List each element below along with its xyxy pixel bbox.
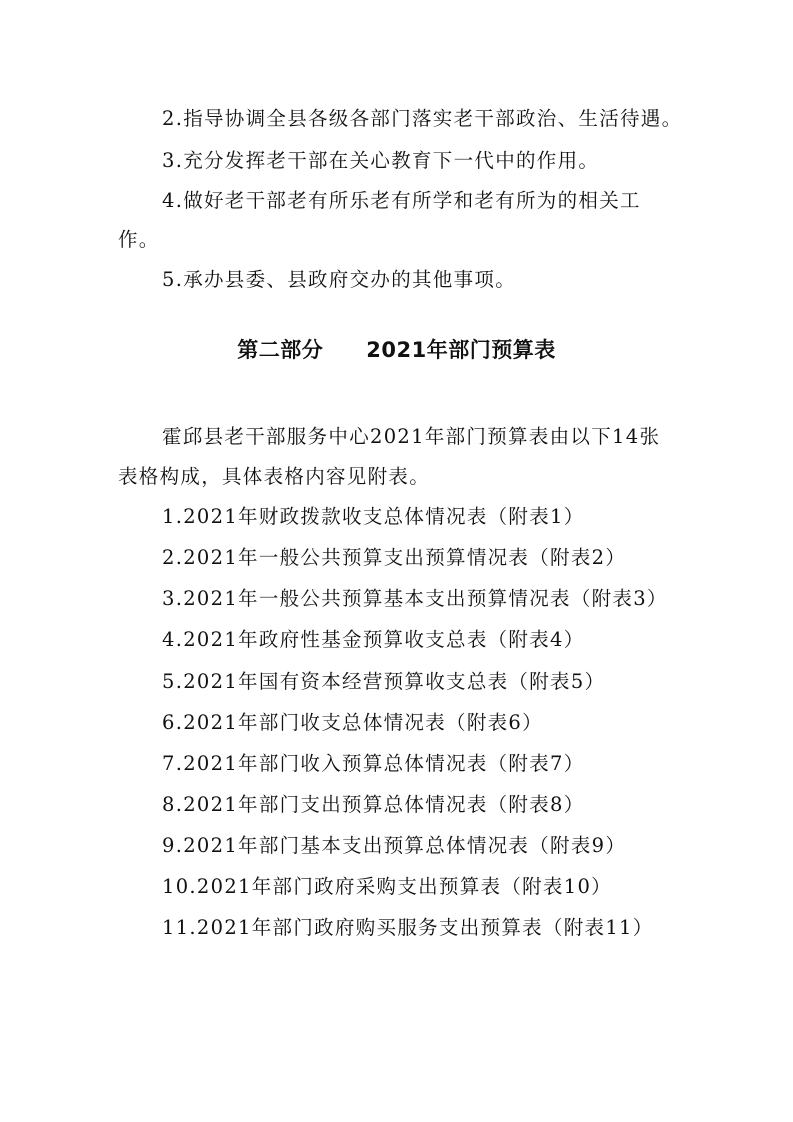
table-list-item: 10.2021年部门政府采购支出预算表（附表10） [162,875,612,898]
duty-item-4-continuation: 作。 [118,228,160,251]
table-list-item: 11.2021年部门政府购买服务支出预算表（附表11） [162,916,654,939]
duty-item-3: 3.充分发挥老干部在关心教育下一代中的作用。 [162,149,600,172]
table-list-item: 5.2021年国有资本经营预算收支总表（附表5） [162,670,606,693]
table-list-item: 3.2021年一般公共预算基本支出预算情况表（附表3） [162,587,668,610]
table-list-item: 1.2021年财政拨款收支总体情况表（附表1） [162,505,585,528]
table-list-item: 4.2021年政府性基金预算收支总表（附表4） [162,628,585,651]
table-list-item: 6.2021年部门收支总体情况表（附表6） [162,711,543,734]
table-list-item: 9.2021年部门基本支出预算总体情况表（附表9） [162,834,627,857]
table-list-item: 2.2021年一般公共预算支出预算情况表（附表2） [162,546,627,569]
duty-item-4: 4.做好老干部老有所乐老有所学和老有所为的相关工 [162,189,641,212]
table-list-item: 7.2021年部门收入预算总体情况表（附表7） [162,752,585,775]
duty-item-5: 5.承办县委、县政府交办的其他事项。 [162,268,517,291]
intro-paragraph-line-2: 表格构成，具体表格内容见附表。 [118,465,431,488]
intro-paragraph-line-1: 霍邱县老干部服务中心2021年部门预算表由以下14张 [162,425,661,448]
table-list-item: 8.2021年部门支出预算总体情况表（附表8） [162,793,585,816]
duty-item-2: 2.指导协调全县各级各部门落实老干部政治、生活待遇。 [162,107,683,130]
section-heading: 第二部分 2021年部门预算表 [237,338,556,362]
